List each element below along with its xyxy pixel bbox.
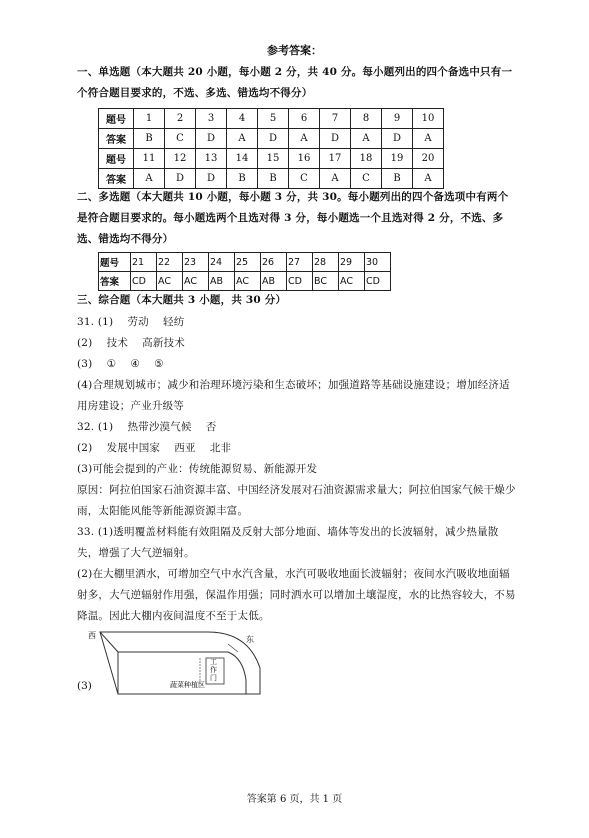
answer-cell: A [351, 129, 382, 149]
question-number: 30 [365, 253, 391, 272]
answer-cell: B [134, 129, 165, 149]
table-row [99, 129, 444, 149]
question-number: 10 [413, 109, 444, 129]
table-row [99, 272, 391, 291]
row-label: 答案 [99, 129, 134, 149]
question-number: 21 [131, 253, 157, 272]
question-number: 1 [134, 109, 165, 129]
answer-cell: D [382, 129, 413, 149]
question-number: 11 [134, 149, 165, 169]
answer-cell: C [165, 129, 196, 149]
answer-cell: AB [261, 272, 287, 291]
answer-cell: AC [157, 272, 183, 291]
q33-part1: 33. (1)透明覆盖材料能有效阻隔及反射大部分地面、墙体等发出的长波辐射，减少热量散失，增强了大气逆辐射。 [77, 526, 499, 559]
question-number: 22 [157, 253, 183, 272]
answer-cell: A [413, 129, 444, 149]
q31-part4: (4)合理规划城市；减少和治理环境污染和生态破坏；加强道路等基础设施建设；增加经济适用房建设；产业升级等 [77, 379, 510, 412]
question-number: 3 [196, 109, 227, 129]
door-label: 工作门 [210, 658, 217, 682]
question-number: 18 [351, 149, 382, 169]
q31-part2: (2) 技术 高新技术 [77, 337, 185, 349]
row-label: 题号 [99, 149, 134, 169]
q31-part1: 31. (1) 劳动 轻纺 [77, 316, 185, 328]
answer-cell: CD [131, 272, 157, 291]
question-number: 28 [313, 253, 339, 272]
answer-cell: A [413, 169, 444, 189]
question-number: 24 [209, 253, 235, 272]
q32-reason: 原因：阿拉伯国家石油资源丰富、中国经济发展对石油资源需求量大；阿拉伯国家气候干燥少雨，太阳能风能等新能源资源丰富。 [77, 484, 516, 517]
q33-part3: (3) [77, 680, 92, 692]
single-choice-answer-table [98, 108, 444, 189]
answer-cell: A [289, 129, 320, 149]
question-number: 8 [351, 109, 382, 129]
question-number: 16 [289, 149, 320, 169]
question-number: 25 [235, 253, 261, 272]
answer-cell: AC [183, 272, 209, 291]
question-number: 19 [382, 149, 413, 169]
q31-part3: (3) ① ④ ⑤ [77, 358, 164, 370]
answer-cell: B [258, 169, 289, 189]
question-number: 23 [183, 253, 209, 272]
question-number: 27 [287, 253, 313, 272]
west-label: 西 [88, 631, 96, 640]
page-title: 参考答案： [267, 44, 322, 57]
question-number: 20 [413, 149, 444, 169]
row-label: 答案 [99, 272, 131, 291]
question-number: 6 [289, 109, 320, 129]
multiple-choice-answer-table [98, 252, 391, 291]
question-number: 2 [165, 109, 196, 129]
greenhouse-diagram [88, 628, 298, 700]
answer-cell: A [134, 169, 165, 189]
answer-cell: A [227, 129, 258, 149]
question-number: 5 [258, 109, 289, 129]
answer-cell: BC [313, 272, 339, 291]
table-row [99, 253, 391, 272]
page-footer: 答案第 6 页，共 1 页 [246, 794, 343, 805]
q32-part1: 32. (1) 热带沙漠气候 否 [77, 421, 217, 433]
question-number: 14 [227, 149, 258, 169]
answer-cell: AB [209, 272, 235, 291]
q33-part2: (2)在大棚里洒水，可增加空气中水汽含量，水汽可吸收地面长波辐射；夜间水汽吸收地面辐射多，大气逆辐射作用强，保温作用强；同时洒水可以增加土壤湿度，水的比热容较大，不易降温。因此大棚内夜间温度不至于太低。 [77, 568, 516, 622]
section2-heading: 二、多选题（本大题共 10 小题，每小题 3 分，共 30。每小题列出的四个备选项中有两个是符合题目要求的。每小题选两个且选对得 3 分，每小题选一个且选对得 2 分，不选、多选、错选均不得分） [77, 191, 509, 245]
answer-cell: A [320, 169, 351, 189]
row-label: 答案 [99, 169, 134, 189]
answer-cell: B [227, 169, 258, 189]
answer-cell: C [289, 169, 320, 189]
answer-cell: AC [339, 272, 365, 291]
section3-heading: 三、综合题（本大题共 3 小题，共 30 分） [77, 294, 287, 306]
row-label: 题号 [99, 109, 134, 129]
answer-cell: D [196, 169, 227, 189]
question-number: 13 [196, 149, 227, 169]
q32-part3: (3)可能会提到的产业：传统能源贸易、新能源开发 [77, 463, 318, 475]
question-number: 4 [227, 109, 258, 129]
answer-cell: D [320, 129, 351, 149]
table-row [99, 169, 444, 189]
question-number: 7 [320, 109, 351, 129]
answer-cell: B [382, 169, 413, 189]
table-row [99, 109, 444, 129]
planting-area-label: 蔬菜种植区 [170, 681, 205, 689]
section1-heading: 一、单选题（本大题共 20 小题，每小题 2 分，共 40 分。每小题列出的四个备选中只有一个符合题目要求的，不选、多选、错选均不得分） [77, 66, 513, 99]
table-row [99, 149, 444, 169]
row-label: 题号 [99, 253, 131, 272]
answer-cell: C [351, 169, 382, 189]
answer-cell: D [196, 129, 227, 149]
answer-cell: D [258, 129, 289, 149]
question-number: 29 [339, 253, 365, 272]
question-number: 15 [258, 149, 289, 169]
answer-cell: CD [287, 272, 313, 291]
question-number: 9 [382, 109, 413, 129]
q32-part2: (2) 发展中国家 西亚 北非 [77, 442, 232, 454]
question-number: 12 [165, 149, 196, 169]
answer-cell: D [165, 169, 196, 189]
east-label: 东 [246, 635, 254, 644]
question-number: 17 [320, 149, 351, 169]
question-number: 26 [261, 253, 287, 272]
answer-cell: AC [235, 272, 261, 291]
answer-cell: CD [365, 272, 391, 291]
